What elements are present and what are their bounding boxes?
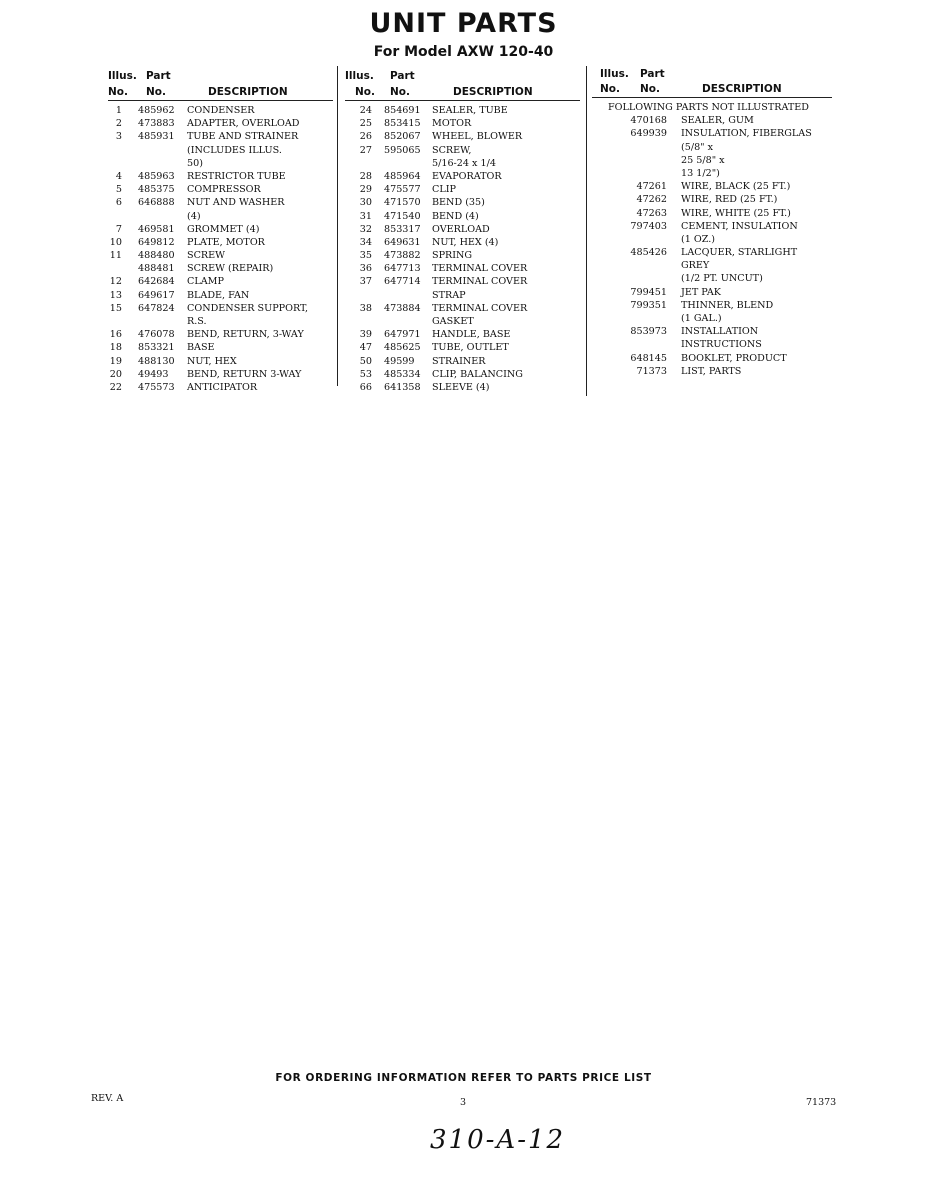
part-description: RESTRICTOR TUBE (187, 170, 286, 182)
part-description: GROMMET (4) (187, 223, 260, 235)
part-number: 469581 (138, 223, 175, 235)
header-illus: Illus. (108, 70, 137, 82)
illus-number: 13 (109, 289, 122, 301)
part-description: NUT, HEX (4) (432, 236, 499, 248)
illus-number: 34 (359, 236, 372, 248)
part-number: 476078 (138, 329, 175, 341)
table-row (108, 341, 333, 354)
illus-number: 10 (109, 236, 122, 248)
part-number: 647713 (384, 263, 421, 275)
table-row (345, 144, 580, 157)
part-description: MOTOR (432, 118, 472, 130)
part-number: 485625 (384, 342, 421, 354)
part-number: 485334 (384, 368, 421, 380)
table-row (345, 355, 580, 368)
part-number: 852067 (384, 131, 421, 143)
table-row (345, 157, 580, 170)
illus-number: 24 (359, 105, 372, 116)
table-row (345, 381, 580, 394)
illus-number: 66 (359, 381, 372, 393)
part-number: 648145 (630, 352, 667, 364)
part-description: (INCLUDES ILLUS. (187, 144, 282, 156)
part-number: 853317 (384, 223, 421, 235)
part-description: CLIP, BALANCING (432, 368, 523, 380)
header-illus-no: No. (108, 86, 128, 98)
table-row (345, 249, 580, 262)
illus-number: 39 (359, 329, 372, 341)
part-number: 853321 (138, 342, 175, 354)
illus-number: 32 (359, 223, 372, 235)
table-row (592, 338, 832, 351)
part-description: EVAPORATOR (432, 170, 502, 182)
header-description: DESCRIPTION (702, 83, 782, 95)
part-description: 25 5/8" x (681, 154, 725, 166)
illus-number: 16 (109, 329, 122, 341)
header-rule (592, 97, 832, 98)
part-number: 488130 (138, 355, 175, 367)
document-number: 71373 (806, 1097, 837, 1108)
part-description: SLEEVE (4) (432, 381, 490, 393)
table-row (108, 315, 333, 328)
table-row (592, 180, 832, 193)
table-row (345, 183, 580, 196)
table-row (108, 275, 333, 288)
table-row (108, 196, 333, 209)
table-row (345, 302, 580, 315)
part-description: R.S. (187, 316, 207, 327)
header-part: Part (146, 70, 171, 82)
illus-number: 7 (115, 223, 122, 235)
part-description: BEND, RETURN 3-WAY (187, 368, 302, 380)
not-illustrated-note-row (592, 101, 832, 114)
table-row (108, 236, 333, 249)
header-illus: Illus. (345, 70, 374, 82)
handwritten-annotation: 310-A-12 (430, 1125, 566, 1155)
table-row (108, 170, 333, 183)
table-row (108, 302, 333, 315)
part-description: NUT AND WASHER (187, 197, 285, 209)
table-row (592, 286, 832, 299)
illus-number: 50 (359, 355, 372, 367)
table-row (345, 210, 580, 223)
part-description: JET PAK (681, 286, 721, 298)
part-description: BEND (35) (432, 197, 485, 209)
illus-number: 26 (359, 131, 372, 143)
part-description: STRAINER (432, 355, 486, 367)
part-number: 473882 (384, 250, 421, 262)
table-row (592, 233, 832, 246)
part-description: ANTICIPATOR (187, 381, 258, 393)
not-illustrated-note: FOLLOWING PARTS NOT ILLUSTRATED (608, 102, 809, 113)
part-description: CLAMP (187, 276, 224, 288)
header-part: Part (390, 70, 415, 82)
illus-number: 4 (115, 170, 122, 182)
part-description: INSTALLATION (681, 326, 759, 338)
part-description: CEMENT, INSULATION (681, 220, 798, 232)
not-illustrated-parts (592, 114, 832, 378)
part-description: LACQUER, STARLIGHT (681, 247, 798, 259)
part-description: (1/2 PT. UNCUT) (681, 273, 763, 285)
table-row (345, 315, 580, 328)
page-title: UNIT PARTS (369, 8, 558, 39)
column-divider-2 (586, 66, 587, 396)
part-number: 485963 (138, 170, 175, 182)
table-row (345, 328, 580, 341)
part-description: WIRE, WHITE (25 FT.) (681, 207, 791, 219)
part-number: 647824 (138, 302, 175, 314)
table-row (592, 167, 832, 180)
illus-number: 35 (359, 250, 372, 262)
page-number: 3 (460, 1097, 467, 1108)
table-row (345, 170, 580, 183)
table-row (345, 117, 580, 130)
table-row (592, 259, 832, 272)
table-row (345, 275, 580, 288)
table-row (108, 355, 333, 368)
part-number: 471570 (384, 197, 421, 209)
part-description: SEALER, TUBE (432, 105, 508, 116)
part-description: SCREW (187, 250, 226, 262)
part-number: 853415 (384, 118, 421, 130)
column-divider-1 (337, 66, 338, 386)
part-description: TUBE, OUTLET (432, 342, 509, 354)
illus-number: 29 (359, 184, 372, 196)
table-row (592, 193, 832, 206)
illus-number: 37 (359, 276, 372, 288)
part-description: BLADE, FAN (187, 289, 250, 301)
part-number: 647714 (384, 276, 421, 288)
part-number: 475573 (138, 381, 175, 393)
illus-number: 28 (359, 170, 372, 182)
part-description: CONDENSER (187, 105, 255, 116)
part-description: CONDENSER SUPPORT, (187, 302, 309, 314)
table-row (345, 368, 580, 381)
illus-number: 22 (109, 381, 122, 393)
part-number: 649631 (384, 236, 421, 248)
header-part-no: No. (640, 83, 660, 95)
header-description: DESCRIPTION (453, 86, 533, 98)
part-number: 47263 (636, 207, 667, 219)
part-description: WIRE, BLACK (25 FT.) (681, 181, 791, 193)
part-description: CLIP (432, 184, 456, 196)
part-number: 473883 (138, 118, 175, 130)
illus-number: 38 (359, 302, 372, 314)
part-description: (5/8" x (681, 141, 714, 153)
part-description: INSTRUCTIONS (681, 339, 762, 351)
illus-number: 27 (359, 144, 372, 156)
table-row (108, 157, 333, 170)
part-description: BEND (4) (432, 210, 479, 222)
model-subtitle: For Model AXW 120-40 (373, 44, 554, 60)
part-description: TUBE AND STRAINER (187, 131, 299, 143)
part-number: 797403 (630, 220, 667, 232)
part-number: 649939 (630, 128, 667, 140)
part-number: 853973 (630, 326, 667, 338)
header-part-no: No. (146, 86, 166, 98)
part-number: 71373 (636, 365, 667, 377)
illus-number: 36 (359, 263, 372, 275)
table-row (345, 223, 580, 236)
part-description: PLATE, MOTOR (187, 236, 265, 248)
parts-list (108, 104, 333, 394)
part-description: 50) (187, 157, 203, 169)
part-number: 47261 (636, 181, 667, 193)
part-number: 49599 (384, 355, 415, 367)
illus-number: 47 (359, 342, 372, 354)
header-rule (108, 100, 333, 101)
part-description: ADAPTER, OVERLOAD (187, 118, 300, 130)
table-row (345, 341, 580, 354)
header-part-no: No. (390, 86, 410, 98)
header-illus: Illus. (600, 68, 629, 80)
table-row (108, 249, 333, 262)
table-row (592, 127, 832, 140)
table-row (345, 130, 580, 143)
header-illus-no: No. (600, 83, 620, 95)
part-number: 488480 (138, 250, 175, 262)
table-row (345, 236, 580, 249)
parts-list (592, 101, 832, 378)
part-number: 646888 (138, 197, 175, 209)
table-row (108, 210, 333, 223)
table-row (592, 299, 832, 312)
table-row (592, 365, 832, 378)
parts-column-1 (108, 68, 333, 393)
part-description: HANDLE, BASE (432, 329, 511, 341)
column-header (345, 68, 580, 100)
header-illus-no: No. (355, 86, 375, 98)
table-row (592, 220, 832, 233)
part-description: BOOKLET, PRODUCT (681, 352, 787, 364)
table-row (108, 262, 333, 275)
part-description: 13 1/2") (681, 167, 720, 179)
part-description: BEND, RETURN, 3-WAY (187, 329, 304, 341)
part-description: GASKET (432, 316, 474, 327)
column-header (592, 68, 832, 100)
table-row (592, 312, 832, 325)
parts-list (345, 104, 580, 394)
part-number: 485931 (138, 131, 175, 143)
part-number: 471540 (384, 210, 421, 222)
part-description: WHEEL, BLOWER (432, 131, 523, 143)
part-number: 649812 (138, 236, 175, 248)
part-number: 475577 (384, 184, 421, 196)
part-number: 649617 (138, 289, 175, 301)
table-row (108, 381, 333, 394)
part-description: SCREW (REPAIR) (187, 263, 274, 275)
illus-number: 18 (109, 342, 122, 354)
illus-number: 25 (359, 118, 372, 130)
part-description: COMPRESSOR (187, 184, 261, 196)
part-number: 799451 (630, 286, 667, 298)
part-number: 47262 (636, 194, 667, 206)
table-row (345, 289, 580, 302)
part-number: 799351 (630, 299, 667, 311)
table-row (592, 154, 832, 167)
table-row (592, 272, 832, 285)
part-number: 485964 (384, 170, 421, 182)
illus-number: 30 (359, 197, 372, 209)
part-number: 485426 (630, 247, 667, 259)
part-number: 595065 (384, 144, 421, 156)
table-row (108, 183, 333, 196)
part-description: SCREW, (432, 144, 472, 156)
part-description: LIST, PARTS (681, 365, 742, 377)
part-description: TERMINAL COVER (432, 263, 528, 275)
table-row (345, 104, 580, 117)
part-number: 854691 (384, 105, 421, 116)
table-row (108, 289, 333, 302)
parts-column-2 (345, 68, 580, 393)
illus-number: 3 (115, 131, 122, 143)
parts-column-3 (592, 68, 832, 377)
table-row (108, 223, 333, 236)
table-row (592, 325, 832, 338)
table-row (345, 262, 580, 275)
part-number: 488481 (138, 263, 175, 275)
table-row (108, 104, 333, 117)
part-description: SPRING (432, 250, 473, 262)
part-number: 647971 (384, 329, 421, 341)
illus-number: 2 (115, 118, 122, 130)
part-description: BASE (187, 342, 215, 354)
table-row (592, 246, 832, 259)
header-description: DESCRIPTION (208, 86, 288, 98)
part-number: 641358 (384, 381, 421, 393)
part-description: THINNER, BLEND (681, 299, 774, 311)
part-description: TERMINAL COVER (432, 302, 528, 314)
part-description: INSULATION, FIBERGLAS (681, 128, 812, 140)
table-row (108, 328, 333, 341)
part-description: STRAP (432, 289, 466, 301)
part-description: (1 OZ.) (681, 233, 716, 245)
part-number: 473884 (384, 302, 421, 314)
table-row (592, 141, 832, 154)
part-description: GREY (681, 260, 710, 272)
table-row (108, 117, 333, 130)
part-description: WIRE, RED (25 FT.) (681, 194, 778, 206)
part-number: 642684 (138, 276, 175, 288)
header-part: Part (640, 68, 665, 80)
part-description: NUT, HEX (187, 355, 237, 367)
part-number: 49493 (138, 368, 169, 380)
illus-number: 20 (109, 368, 122, 380)
illus-number: 12 (109, 276, 122, 288)
part-number: 485962 (138, 105, 175, 116)
illus-number: 1 (115, 105, 122, 116)
part-number: 470168 (630, 115, 667, 127)
table-row (108, 144, 333, 157)
part-number: 485375 (138, 184, 175, 196)
illus-number: 31 (359, 210, 372, 222)
column-header (108, 68, 333, 100)
illus-number: 19 (109, 355, 122, 367)
table-row (108, 130, 333, 143)
illus-number: 11 (109, 250, 122, 262)
part-description: (4) (187, 210, 201, 222)
table-row (108, 368, 333, 381)
part-description: 5/16-24 x 1/4 (432, 157, 496, 169)
table-row (592, 207, 832, 220)
table-row (345, 196, 580, 209)
part-description: (1 GAL.) (681, 313, 722, 324)
table-row (592, 114, 832, 127)
illus-number: 53 (359, 368, 372, 380)
table-row (592, 352, 832, 365)
part-description: SEALER, GUM (681, 115, 754, 127)
header-rule (345, 100, 580, 101)
illus-number: 6 (115, 197, 122, 209)
revision-label: REV. A (91, 1093, 124, 1104)
illus-number: 15 (109, 302, 122, 314)
part-description: TERMINAL COVER (432, 276, 528, 288)
ordering-note: FOR ORDERING INFORMATION REFER TO PARTS PRICE LIST (275, 1072, 652, 1084)
illus-number: 5 (115, 184, 122, 196)
part-description: OVERLOAD (432, 223, 490, 235)
